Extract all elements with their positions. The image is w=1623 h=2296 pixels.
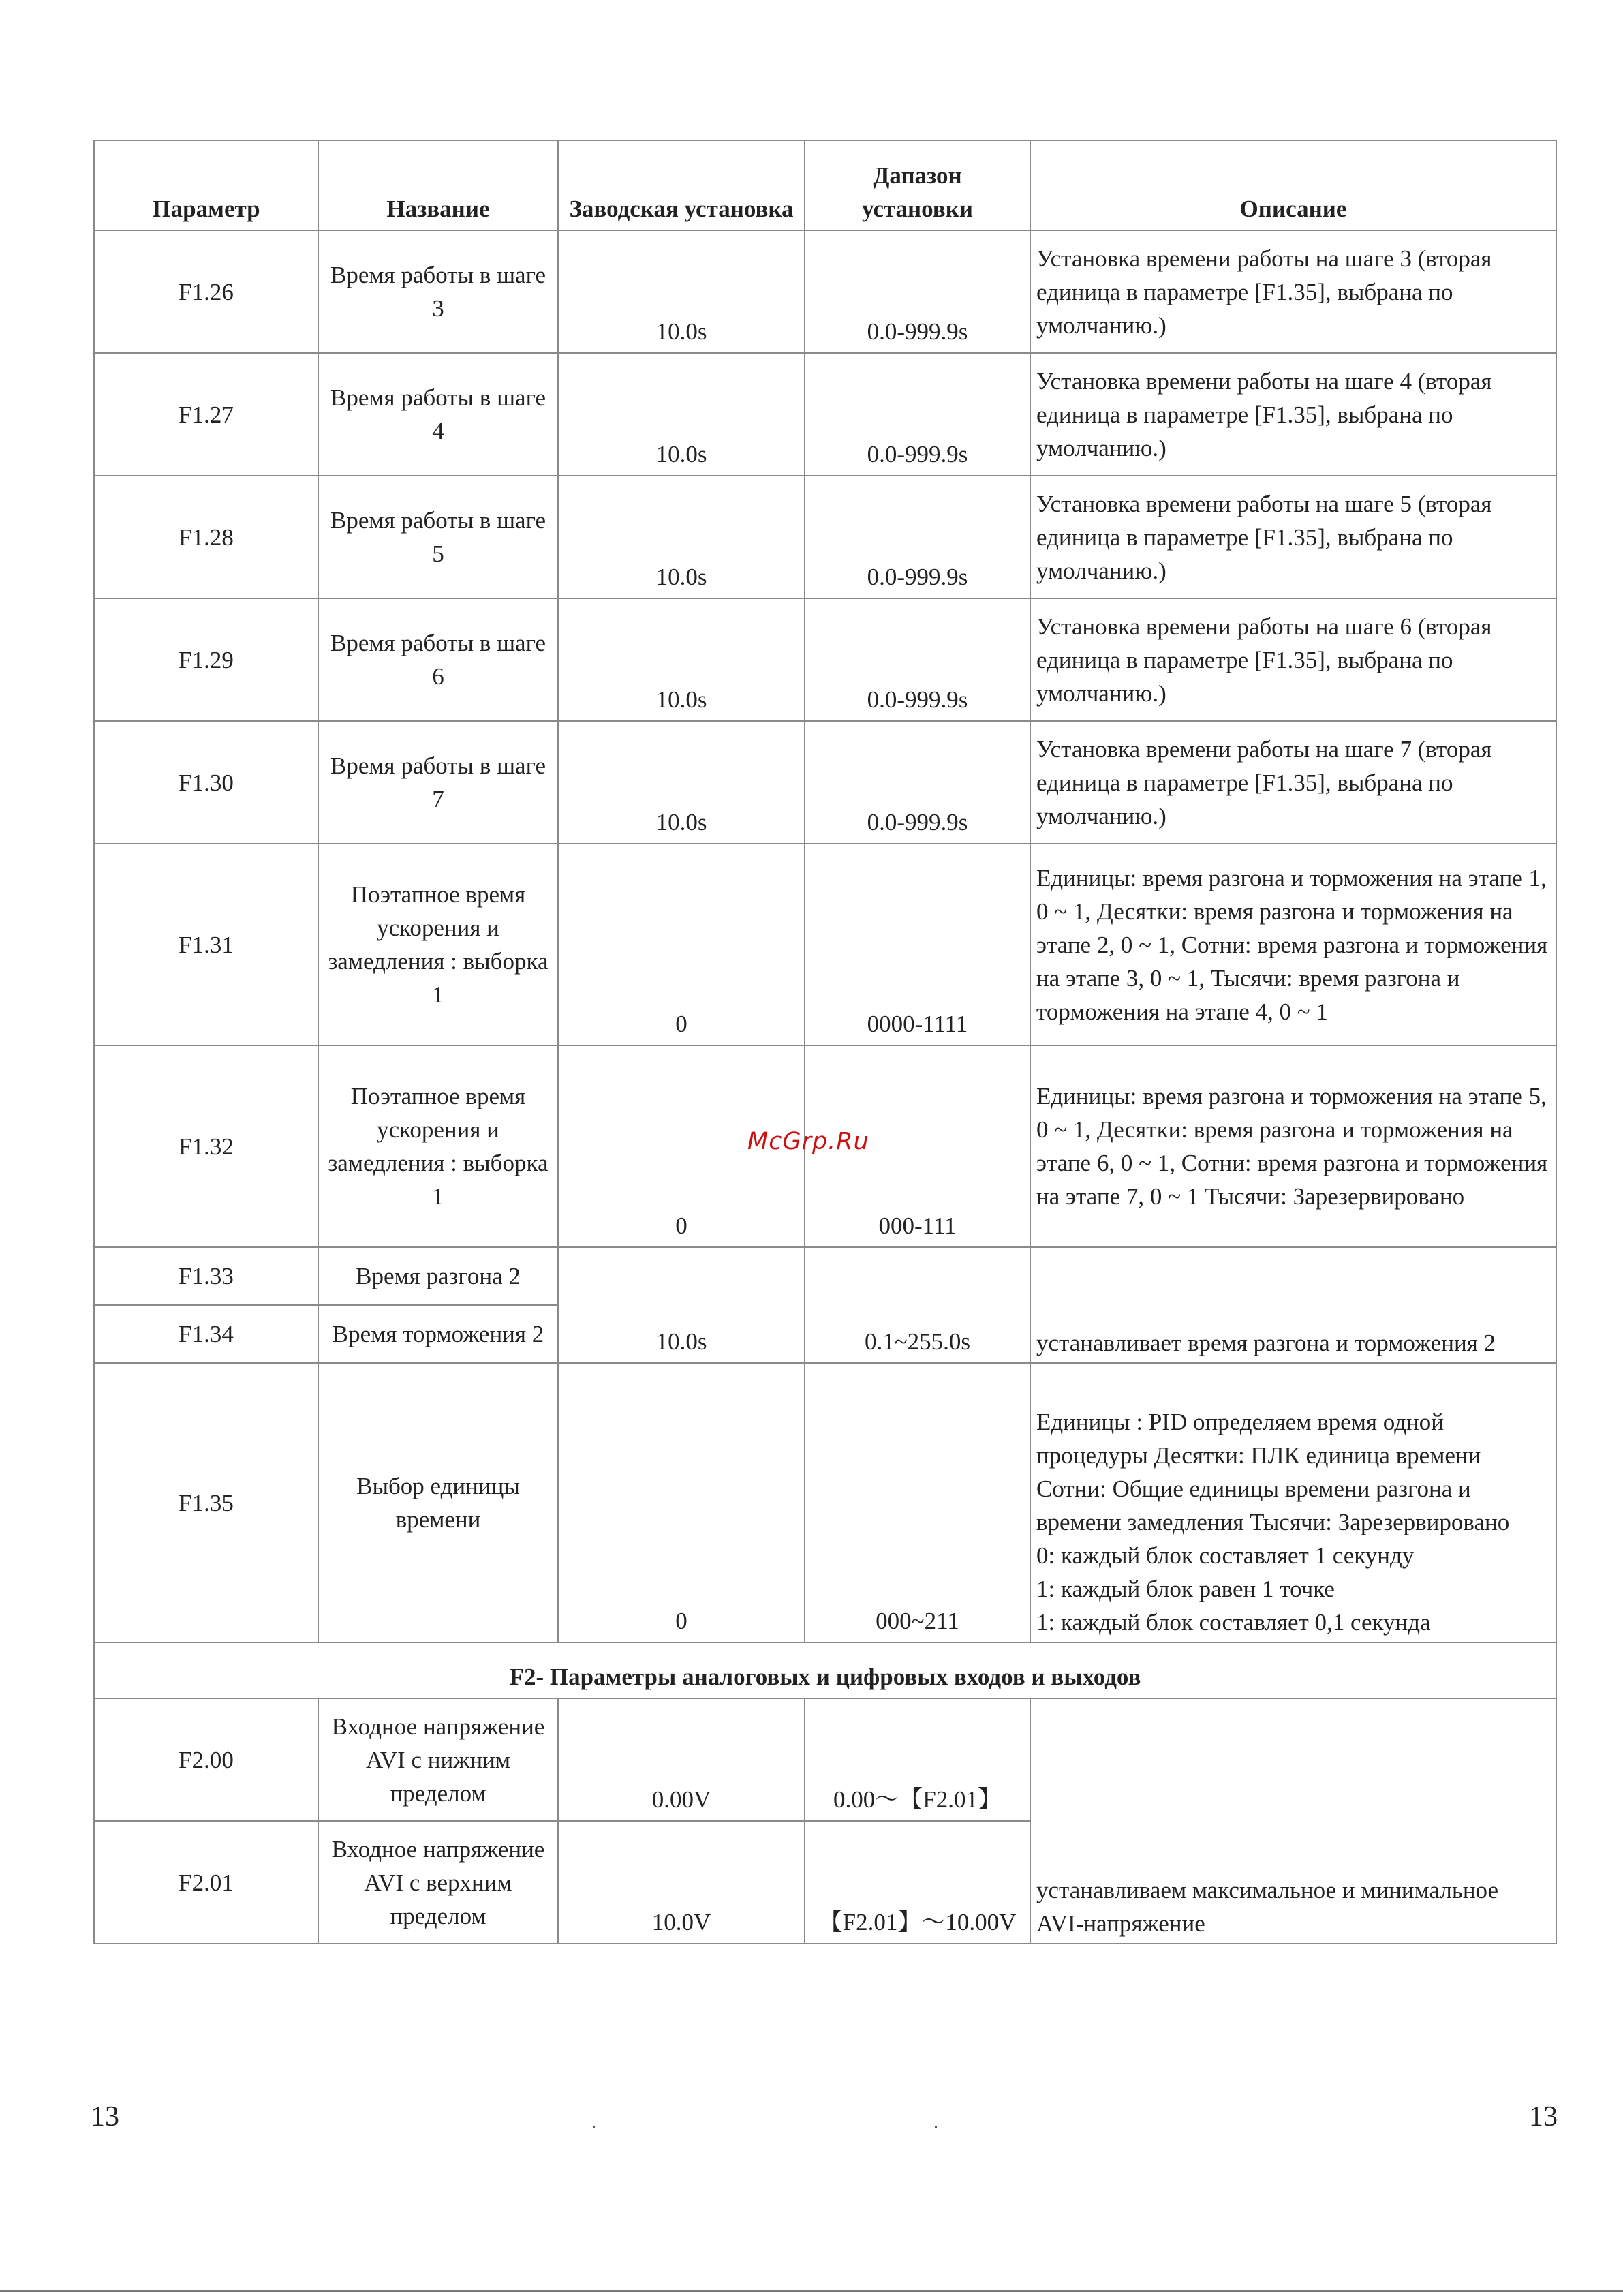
table-row (94, 230, 1556, 353)
header-desc: Описание (1030, 140, 1556, 230)
param-code: F2.00 (94, 1698, 318, 1821)
table-row (94, 598, 1556, 721)
range-value: 0.0-999.9s (805, 598, 1030, 721)
section-title: F2- Параметры аналоговых и цифровых входов и выходов (94, 1642, 1556, 1698)
table-row (94, 1247, 1556, 1305)
factory-value: 10.0s (558, 598, 805, 721)
param-name: Входное напряжение AVI с верхним пределом (318, 1821, 558, 1944)
speck (935, 2126, 937, 2128)
param-code: F1.31 (94, 844, 318, 1045)
desc-line: 1: каждый блок составляет 0,1 секунда (1036, 1609, 1431, 1636)
table-row (94, 721, 1556, 844)
param-description: устанавливаем максимальное и минимальное AVI-напряжение (1030, 1698, 1556, 1944)
param-code: F1.28 (94, 476, 318, 598)
desc-line: времени замедления Тысячи: Зарезервировано (1036, 1509, 1510, 1535)
range-value: 0.0-999.9s (805, 353, 1030, 476)
param-description: Единицы: время разгона и торможения на этапе 5, 0 ~ 1, Десятки: время разгона и торможения на этапе 6, 0 ~ 1, Сотни: время разгона и торможения на этапе 7, 0 ~ 1 Тысячи: Зарезервировано (1030, 1045, 1556, 1247)
range-value: 000~211 (805, 1363, 1030, 1642)
speck (593, 2126, 595, 2128)
param-code: F1.30 (94, 721, 318, 844)
param-name: Время работы в шаге 7 (318, 721, 558, 844)
param-name: Время работы в шаге 5 (318, 476, 558, 598)
range-value: 000-111 (805, 1045, 1030, 1247)
param-name: Поэтапное время ускорения и замедления : выборка 1 (318, 844, 558, 1045)
param-description: Установка времени работы на шаге 5 (вторая единица в параметре [F1.35], выбрана по умолчанию.) (1030, 476, 1556, 598)
param-name: Время торможения 2 (318, 1305, 558, 1363)
param-name: Поэтапное время ускорения и замедления : выборка 1 (318, 1045, 558, 1247)
param-name: Время работы в шаге 4 (318, 353, 558, 476)
param-code: F2.01 (94, 1821, 318, 1944)
table-row (94, 1363, 1556, 1642)
param-name: Выбор единицы времени (318, 1363, 558, 1642)
param-description: Установка времени работы на шаге 7 (вторая единица в параметре [F1.35], выбрана по умолчанию.) (1030, 721, 1556, 844)
param-name: Время разгона 2 (318, 1247, 558, 1305)
table-row (94, 844, 1556, 1045)
range-value: 0.1~255.0s (805, 1247, 1030, 1363)
desc-line: 1: каждый блок равен 1 точке (1036, 1576, 1335, 1602)
param-code: F1.34 (94, 1305, 318, 1363)
watermark: McGrp.Ru (747, 1128, 869, 1155)
param-description (1030, 1363, 1556, 1642)
header-factory: Заводская установка (558, 140, 805, 230)
param-description: Единицы: время разгона и торможения на этапе 1, 0 ~ 1, Десятки: время разгона и торможения на этапе 2, 0 ~ 1, Сотни: время разгона и торможения на этапе 3, 0 ~ 1, Тысячи: время разгона и торможения на этапе 4, 0 ~ 1 (1030, 844, 1556, 1045)
desc-line: Сотни: Общие единицы времени разгона и (1036, 1475, 1471, 1502)
range-value: 0.0-999.9s (805, 476, 1030, 598)
range-value: 0.0-999.9s (805, 721, 1030, 844)
param-code: F1.32 (94, 1045, 318, 1247)
range-value: 0000-1111 (805, 844, 1030, 1045)
section-header-row (94, 1642, 1556, 1698)
range-value: 【F2.01】～10.00V (805, 1821, 1030, 1944)
desc-line: 0: каждый блок составляет 1 секунду (1036, 1542, 1415, 1569)
factory-value: 10.0s (558, 230, 805, 353)
desc-line: процедуры Десятки: ПЛК единица времени (1036, 1442, 1481, 1469)
param-description: Установка времени работы на шаге 4 (вторая единица в параметре [F1.35], выбрана по умолчанию.) (1030, 353, 1556, 476)
page-number-left: 13 (91, 2101, 119, 2132)
factory-value: 0.00V (558, 1698, 805, 1821)
factory-value: 0 (558, 1363, 805, 1642)
factory-value: 10.0s (558, 353, 805, 476)
param-code: F1.27 (94, 353, 318, 476)
factory-value: 10.0V (558, 1821, 805, 1944)
table-row (94, 476, 1556, 598)
factory-value: 0 (558, 844, 805, 1045)
table-row (94, 1698, 1556, 1821)
param-code: F1.33 (94, 1247, 318, 1305)
param-name: Время работы в шаге 3 (318, 230, 558, 353)
desc-line: Единицы : PID определяем время одной (1036, 1409, 1444, 1435)
range-value: 0.00～【F2.01】 (805, 1698, 1030, 1821)
param-description: Установка времени работы на шаге 6 (вторая единица в параметре [F1.35], выбрана по умолчанию.) (1030, 598, 1556, 721)
table-header-row (94, 140, 1556, 230)
page-number-right: 13 (1529, 2101, 1558, 2132)
table-row (94, 353, 1556, 476)
param-code: F1.35 (94, 1363, 318, 1642)
factory-value: 10.0s (558, 1247, 805, 1363)
factory-value: 10.0s (558, 476, 805, 598)
param-name: Входное напряжение AVI с нижним пределом (318, 1698, 558, 1821)
page-bottom-edge (0, 2290, 1623, 2292)
range-value: 0.0-999.9s (805, 230, 1030, 353)
header-name: Название (318, 140, 558, 230)
factory-value: 0 (558, 1045, 805, 1247)
header-range: Дапазон установки (805, 140, 1030, 230)
param-code: F1.26 (94, 230, 318, 353)
param-description: устанавливает время разгона и торможения 2 (1030, 1247, 1556, 1363)
header-param: Параметр (94, 140, 318, 230)
param-name: Время работы в шаге 6 (318, 598, 558, 721)
factory-value: 10.0s (558, 721, 805, 844)
param-description: Установка времени работы на шаге 3 (вторая единица в параметре [F1.35], выбрана по умолчанию.) (1030, 230, 1556, 353)
param-code: F1.29 (94, 598, 318, 721)
parameter-table (93, 140, 1557, 1944)
